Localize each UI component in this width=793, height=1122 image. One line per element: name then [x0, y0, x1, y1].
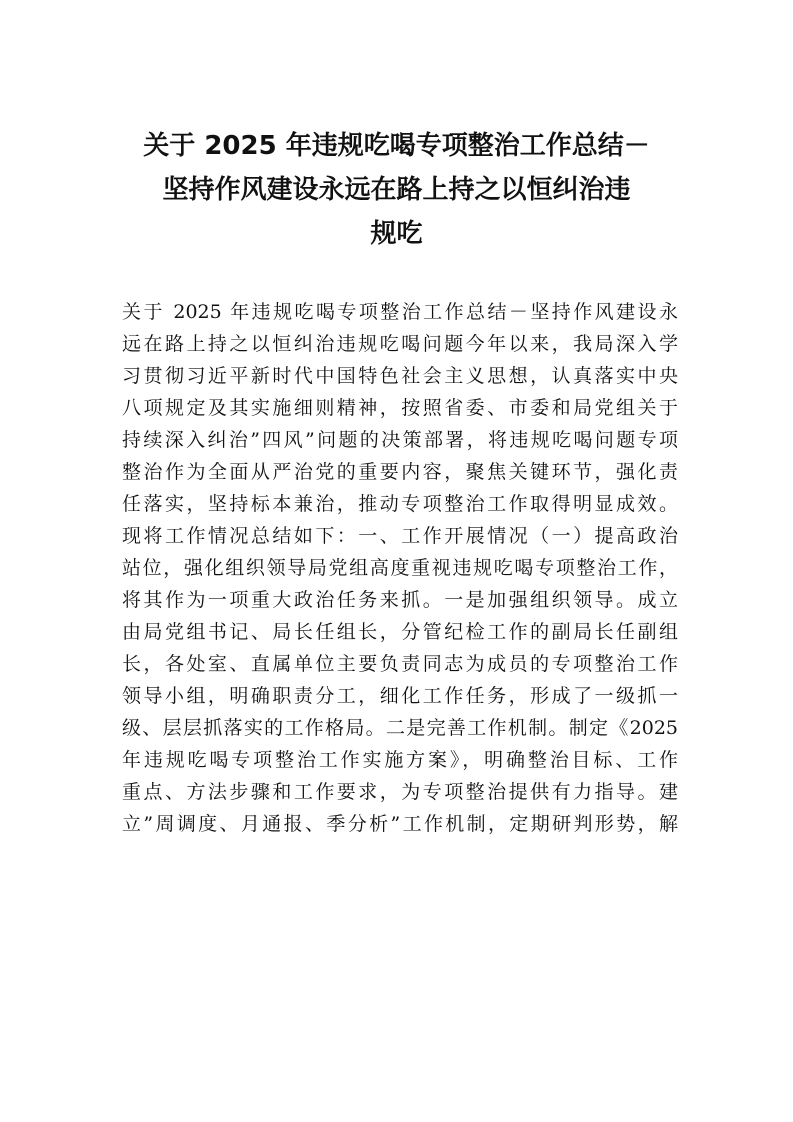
title-line: 规吃: [370, 219, 423, 249]
document-body: [122, 296, 678, 840]
body-line: 持续深入纠治”四风”问题的决策部署，将违规吃喝问题专项: [122, 429, 678, 451]
body-line: 年违规吃喝专项整治工作实施方案》，明确整治目标、工作: [122, 749, 678, 771]
body-line: 习贯彻习近平新时代中国特色社会主义思想，认真落实中央: [122, 365, 678, 387]
body-line: 将其作为一项重大政治任务来抓。一是加强组织领导。成立: [122, 589, 678, 611]
body-line: 远在路上持之以恒纠治违规吃喝问题今年以来，我局深入学: [122, 333, 678, 355]
body-line: 八项规定及其实施细则精神，按照省委、市委和局党组关于: [122, 397, 678, 419]
body-line: 由局党组书记、局长任组长，分管纪检工作的副局长任副组: [122, 621, 678, 643]
body-line: 关于 2025 年违规吃喝专项整治工作总结－坚持作风建设永: [122, 301, 678, 323]
body-line: 现将工作情况总结如下：一、工作开展情况（一）提高政治: [122, 525, 678, 547]
body-line: 级、层层抓落实的工作格局。二是完善工作机制。制定《2025: [122, 717, 678, 739]
title-line: 坚持作风建设永远在路上持之以恒纠治违: [162, 175, 631, 205]
body-line: 长，各处室、直属单位主要负责同志为成员的专项整治工作: [122, 653, 678, 675]
body-line: 立”周调度、月通报、季分析”工作机制，定期研判形势，解: [122, 813, 678, 835]
body-line: 任落实，坚持标本兼治，推动专项整治工作取得明显成效。: [122, 493, 678, 515]
document-title: [110, 124, 683, 256]
title-line: 关于 2025 年违规吃喝专项整治工作总结－: [143, 131, 650, 161]
body-line: 整治作为全面从严治党的重要内容，聚焦关键环节，强化责: [122, 461, 678, 483]
body-line: 重点、方法步骤和工作要求，为专项整治提供有力指导。建: [122, 781, 678, 803]
body-line: 领导小组，明确职责分工，细化工作任务，形成了一级抓一: [122, 685, 678, 707]
body-line: 站位，强化组织领导局党组高度重视违规吃喝专项整治工作，: [122, 557, 678, 579]
